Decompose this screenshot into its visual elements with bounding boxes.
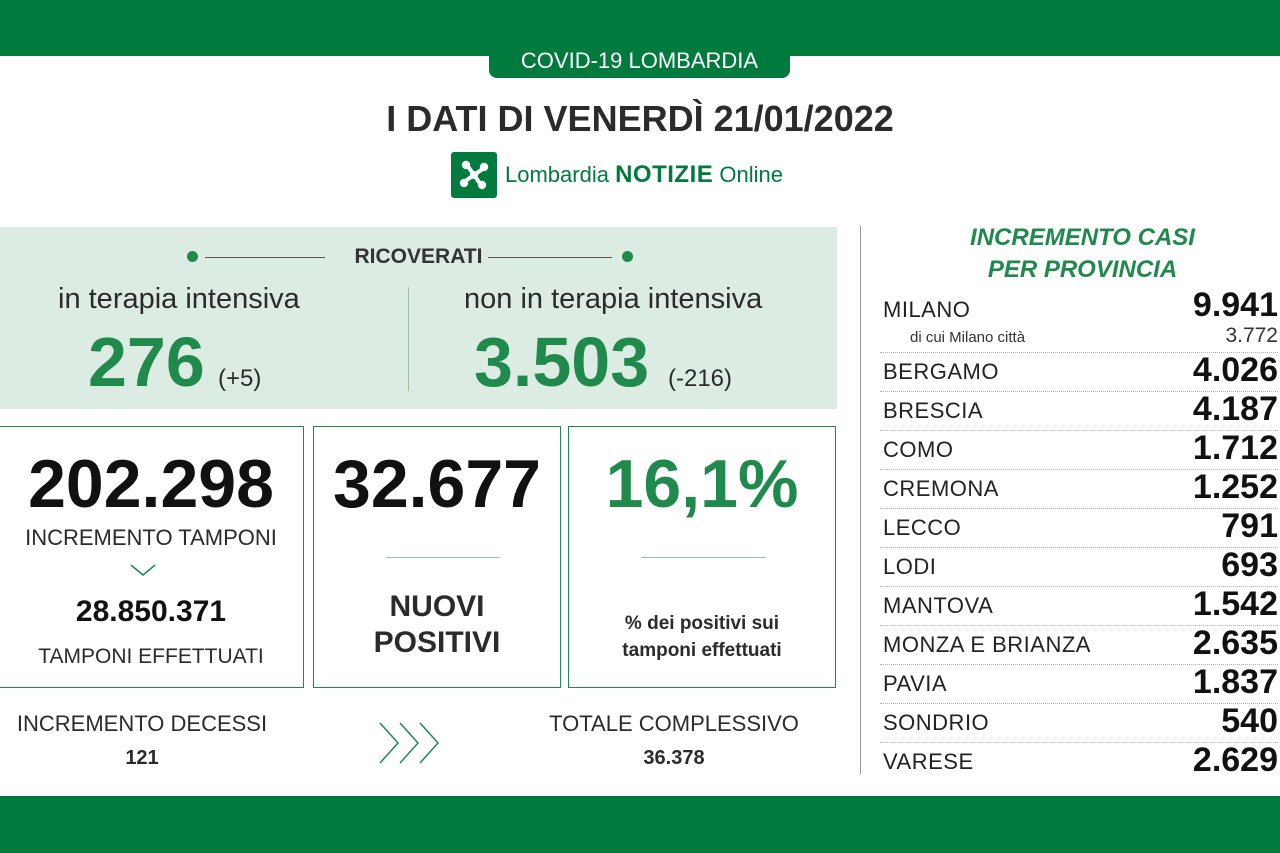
province-row-pavia: [880, 665, 1278, 704]
positivi-label-line1: NUOVI: [389, 590, 485, 623]
title-rule-right: [488, 257, 612, 258]
decessi-label: INCREMENTO DECESSI: [16, 711, 268, 736]
province-name: MILANO: [883, 297, 971, 322]
header-badge: COVID-19 LOMBARDIA: [489, 46, 790, 78]
province-value: 4.187: [1192, 390, 1278, 428]
province-row-lodi: [880, 548, 1278, 587]
triple-chevron-right-icon: [378, 720, 444, 771]
province-name: COMO: [883, 437, 954, 462]
province-value: 540: [1221, 702, 1278, 740]
bullet-dot: [622, 251, 633, 262]
province-value: 693: [1221, 546, 1278, 584]
province-value: 1.542: [1192, 585, 1278, 623]
logo-text-suffix: Online: [719, 162, 783, 187]
province-value: 2.635: [1192, 624, 1278, 662]
positivi-label: [314, 589, 560, 661]
province-row-cremona: [880, 470, 1278, 509]
milano-city-label: di cui Milano città: [910, 329, 1026, 346]
positivi-label-line2: POSITIVI: [373, 626, 501, 659]
percentuale-label-line1: % dei positivi sui: [624, 613, 780, 634]
province-table: [880, 286, 1278, 781]
decessi-total-value: 36.378: [643, 747, 705, 769]
tamponi-total-value: 28.850.371: [75, 595, 227, 628]
province-name: PAVIA: [883, 671, 948, 696]
province-title-line1: INCREMENTO CASI: [970, 224, 1195, 251]
ricoverati-panel: [0, 227, 837, 409]
tamponi-box: [0, 426, 304, 688]
province-value: 1.252: [1192, 468, 1278, 506]
intensiva-value: 276: [88, 323, 205, 401]
intensiva-label: in terapia intensiva: [58, 283, 300, 315]
brand-logo: [451, 152, 783, 198]
non-intensiva-label: non in terapia intensiva: [464, 283, 763, 315]
province-name: BRESCIA: [883, 398, 984, 423]
province-value: 9.941: [1192, 286, 1278, 324]
logo-text-regular: Lombardia: [505, 162, 609, 187]
non-intensiva-value: 3.503: [474, 323, 650, 401]
page-title: I DATI DI VENERDÌ 21/01/2022: [386, 98, 894, 139]
province-value: 791: [1221, 507, 1278, 545]
province-row-mantova: [880, 587, 1278, 626]
tamponi-label: INCREMENTO TAMPONI: [25, 525, 277, 550]
percentuale-box: [568, 426, 836, 688]
province-value: 2.629: [1192, 741, 1278, 779]
province-name: VARESE: [883, 749, 974, 774]
chevron-down-icon: [129, 563, 157, 582]
divider: [641, 557, 765, 558]
province-title: [900, 222, 1265, 286]
milano-city-value: 3.772: [1225, 324, 1278, 347]
intensiva-delta: (+5): [218, 365, 262, 392]
province-name: MANTOVA: [883, 593, 994, 618]
positivi-box: [313, 426, 561, 688]
province-divider: [860, 226, 861, 774]
percentuale-label: [569, 610, 835, 664]
province-row-como: [880, 431, 1278, 470]
decessi-value: 121: [125, 747, 159, 769]
positivi-value: 32.677: [333, 446, 541, 522]
ricoverati-divider: [408, 287, 409, 391]
province-value: 1.712: [1192, 429, 1278, 467]
province-name: LODI: [883, 554, 937, 579]
province-value: 1.837: [1192, 663, 1278, 701]
province-name: MONZA E BRIANZA: [883, 632, 1091, 657]
percentuale-value: 16,1%: [605, 446, 799, 522]
decessi-total-label: TOTALE COMPLESSIVO: [549, 711, 799, 736]
province-name: CREMONA: [883, 476, 999, 501]
province-name: LECCO: [883, 515, 962, 540]
logo-text-bold: NOTIZIE: [615, 161, 714, 188]
province-value: 4.026: [1192, 351, 1278, 389]
province-row-monza-e-brianza: [880, 626, 1278, 665]
province-row-brescia: [880, 392, 1278, 431]
province-name: SONDRIO: [883, 710, 990, 735]
province-title-line2: PER PROVINCIA: [987, 256, 1178, 283]
province-row-varese: [880, 743, 1278, 781]
tamponi-total-label: TAMPONI EFFETTUATI: [38, 645, 264, 668]
bottom-band: [0, 796, 1280, 853]
province-row-milano: [880, 286, 1278, 353]
province-name: BERGAMO: [883, 359, 999, 384]
percentuale-label-line2: tamponi effettuati: [622, 640, 782, 661]
province-row-bergamo: [880, 353, 1278, 392]
tamponi-value: 202.298: [28, 446, 274, 522]
non-intensiva-delta: (-216): [668, 365, 733, 392]
province-row-sondrio: [880, 704, 1278, 743]
ricoverati-title: RICOVERATI: [354, 245, 483, 268]
logo-wordmark: [505, 161, 783, 189]
province-row-lecco: [880, 509, 1278, 548]
lombardia-rose-icon: [451, 152, 497, 198]
divider: [386, 557, 500, 558]
